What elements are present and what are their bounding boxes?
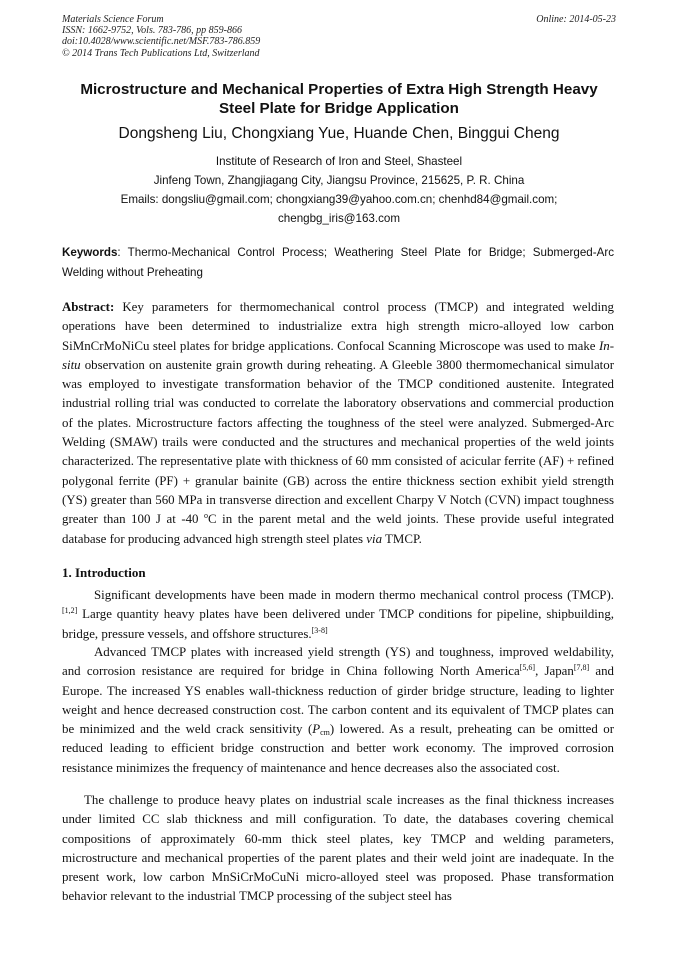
degree-symbol: o	[204, 511, 209, 521]
paragraph-text: and Europe. The increased YS enables wall-thickness reduction of girder bridge structure, leading to lighter weight and hence decreased construction cost. The carbon content and its equivalent of TMCP plates can be minimized and the weld crack sensitivity (	[62, 664, 614, 737]
journal-name: Materials Science Forum	[62, 14, 164, 25]
affiliation-line-1: Institute of Research of Iron and Steel, Shasteel	[215, 155, 463, 168]
abstract	[62, 298, 614, 549]
paragraph-text: Large quantity heavy plates have been delivered under TMCP conditions for pipeline, shipbuilding, bridge, pressure vessels, and offshore structures.	[62, 607, 614, 641]
section-heading-introduction: 1. Introduction	[62, 565, 146, 580]
paragraph-text: ) lowered. As a result, preheating can be omitted or reduced leading to efficient bridge construction and better work economy. The improved corrosion resistance minimizes the frequency of maintenance and hence decreases also the associated cost.	[62, 722, 615, 775]
citation: [3-8]	[311, 625, 328, 635]
abstract-label: Abstract:	[62, 300, 115, 314]
affiliation-block	[50, 152, 628, 228]
issn-line: ISSN: 1662-9752, Vols. 783-786, pp 859-866	[62, 25, 242, 37]
journal-header	[62, 14, 260, 59]
abstract-via: via	[366, 531, 383, 546]
abstract-insitu: In-situ	[62, 338, 614, 372]
keywords	[62, 243, 614, 283]
pcm-symbol: P	[312, 722, 321, 737]
online-date: Online: 2014-05-23	[536, 14, 616, 25]
citation: [5,6]	[519, 663, 536, 673]
intro-paragraph-1	[62, 586, 614, 644]
title-line-1: Microstructure and Mechanical Properties of Extra High Strength Heavy	[80, 81, 598, 98]
intro-paragraph-3: The challenge to produce heavy plates on industrial scale increases as the final thickness increases under limited CC slab thickness and mill configuration. To date, the databases covering chemical compositions of approximately 60-mm thick steel plates, key TMCP and welding parameters, microstructure and mechanical properties of the parent plates and their weld joint are inadequate. In the present work, low carbon MnSiCrMoCuNi micro-alloyed steel was proposed. Phase transformation behavior relevant to the industrial TMCP processing of the subject steel has	[62, 793, 614, 904]
copyright-line: © 2014 Trans Tech Publications Ltd, Switzerland	[62, 47, 260, 59]
abstract-text: TMCP.	[382, 531, 422, 546]
paper-title	[50, 80, 628, 118]
title-line-2: Steel Plate for Bridge Application	[219, 100, 459, 117]
abstract-text: Key parameters for thermomechanical control process (TMCP) and integrated welding operations have been determined to industrialize extra high strength micro-alloyed low carbon SiMnCrMoNiCu steel plates for bridge applications. Confocal Scanning Microscope was used to make	[62, 300, 614, 353]
emails-line	[50, 190, 628, 209]
pcm-subscript: cm	[320, 728, 330, 738]
intro-paragraph-2	[62, 643, 614, 778]
emails-line-2: chengbg_iris@163.com	[278, 212, 400, 225]
emails-label: Emails:	[120, 193, 159, 206]
paragraph-text: , Japan	[535, 664, 574, 679]
doi-line: doi:10.4028/www.scientific.net/MSF.783-786.859	[62, 36, 261, 48]
emails-list: dongsliu@gmail.com; chongxiang39@yahoo.com.cn; chenhd84@gmail.com;	[158, 193, 558, 206]
keywords-label: Keywords	[62, 246, 118, 259]
abstract-text: C in the parent metal and the weld joints. These provide useful integrated database for producing advanced high strength steel plates	[62, 512, 614, 546]
abstract-text: observation on austenite grain growth during reheating. A Gleeble 3800 thermomechanical simulator was employed to investigate transformation behavior of the TMCP conditioned austenite. Integrated industrial rolling trial was conducted to correlate the laboratory observations and commercial production of the plates. Microstructure factors affecting the toughness of the steel were analyzed. Submerged-Arc Welding (SMAW) trails were conducted and the structures and mechanical properties of the weld joints characterized. The representative plate with thickness of 60 mm consisted of acicular ferrite (AF) + refined polygonal ferrite (PF) + granular bainite (GB) across the entire thickness section exhibit yield strength (YS) greater than 560 MPa in transverse direction and excellent Charpy V Notch (CVN) impact toughness greater than 100 J at -40	[62, 357, 614, 527]
paragraph-text: Advanced TMCP plates with increased yield strength (YS) and toughness, improved weldability, and corrosion resistance are required for bridge in China following North America	[62, 645, 614, 679]
citation: [7,8]	[573, 663, 590, 673]
paragraph-text: Significant developments have been made in modern thermo mechanical control process (TMCP).	[94, 588, 614, 602]
affiliation-line-2: Jinfeng Town, Zhangjiagang City, Jiangsu Province, 215625, P. R. China	[153, 174, 525, 187]
author-list: Dongsheng Liu, Chongxiang Yue, Huande Chen, Binggui Cheng	[118, 125, 560, 142]
keywords-text: : Thermo-Mechanical Control Process; Weathering Steel Plate for Bridge; Submerged-Arc Welding without Preheating	[62, 246, 614, 279]
citation: [1,2]	[62, 606, 78, 616]
